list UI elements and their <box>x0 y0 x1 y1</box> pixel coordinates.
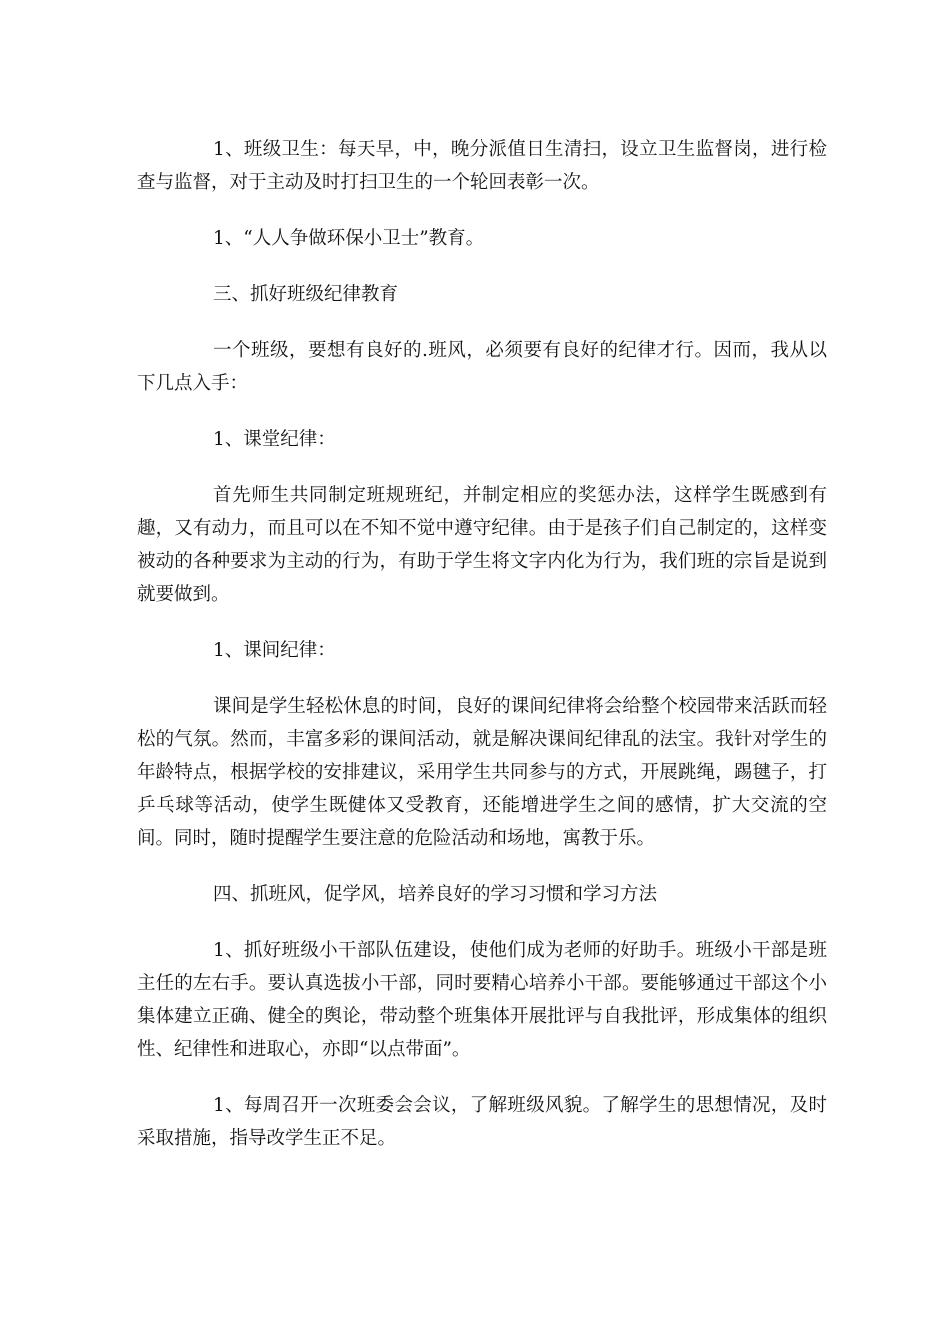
subheading-break-discipline: 1、课间纪律： <box>213 640 336 661</box>
section-heading-discipline: 三、抓好班级纪律教育 <box>213 284 399 305</box>
paragraph-classroom-rules: 首先师生共同制定班规班纪，并制定相应的奖惩办法，这样学生既感到有趣，又有动力，而且可以在不知不觉中遵守纪律。由于是孩子们自己制定的，这样变被动的各种要求为主动的行为，有助于学生将文字内化为行为，我们班的宗旨是说到就要做到。 <box>137 485 827 605</box>
paragraph-eco-guard-education: 1、“人人争做环保小卫士”教育。 <box>213 228 485 249</box>
paragraph-weekly-meeting: 1、每周召开一次班委会会议，了解班级风貌。了解学生的思想情况，及时采取措施，指导改学生正不足。 <box>137 1095 827 1149</box>
section-heading-class-style: 四、抓班风，促学风，培养良好的学习习惯和学习方法 <box>213 884 658 905</box>
paragraph-discipline-intro: 一个班级，要想有良好的.班风，必须要有良好的纪律才行。因而，我从以下几点入手： <box>137 340 827 394</box>
paragraph-break-activities: 课间是学生轻松休息的时间，良好的课间纪律将会给整个校园带来活跃而轻松的气氛。然而，丰富多彩的课间活动，就是解决课间纪律乱的法宝。我针对学生的年龄特点，根据学校的安排建议，采用学生共同参与的方式，开展跳绳，踢毽子，打乒乓球等活动，使学生既健体又受教育，还能增进学生之间的感情，扩大交流的空间。同时，随时提醒学生要注意的危险活动和场地，寓教于乐。 <box>137 696 827 849</box>
subheading-classroom-discipline: 1、课堂纪律： <box>213 429 336 450</box>
document-body <box>137 133 827 1178</box>
paragraph-class-cadres: 1、抓好班级小干部队伍建设，使他们成为老师的好助手。班级小干部是班主任的左右手。要认真选拔小干部，同时要精心培养小干部。要能够通过干部这个小集体建立正确、健全的舆论，带动整个班集体开展批评与自我批评，形成集体的组织性、纪律性和进取心，亦即“以点带面”。 <box>137 940 827 1060</box>
paragraph-hygiene-duty: 1、班级卫生：每天早，中，晚分派值日生清扫，设立卫生监督岗，进行检查与监督，对于主动及时打扫卫生的一个轮回表彰一次。 <box>137 139 827 193</box>
